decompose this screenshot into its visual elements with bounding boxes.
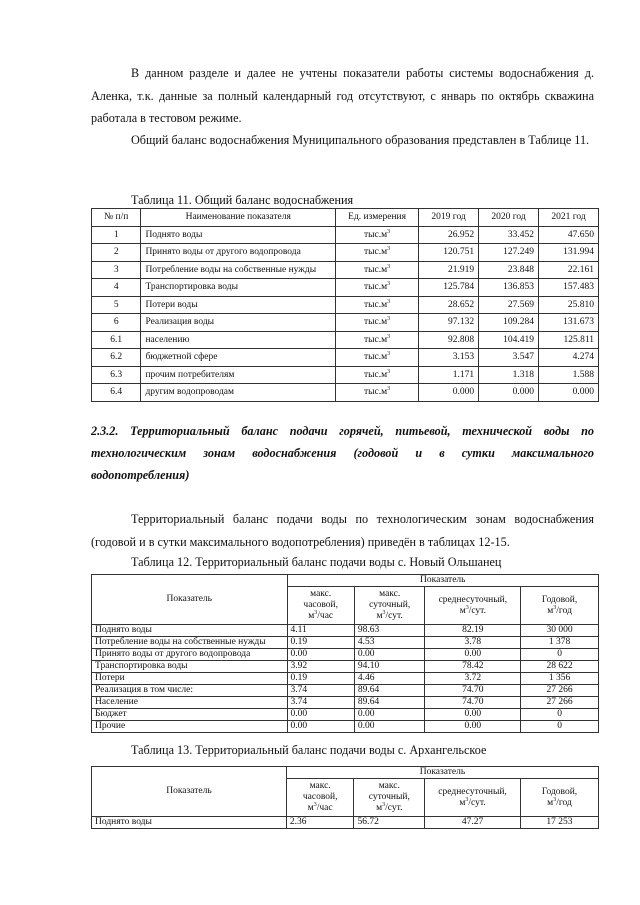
indicator-name: Поднято воды (141, 226, 336, 244)
unit-text: тыс.м (364, 387, 388, 398)
table-row (92, 817, 599, 829)
unit-cell (336, 366, 419, 384)
section-heading-main: 2.3.2. Территориальный баланс подачи горячей, питьевой, технической воды по технологическим зонам водоснабжения (годовой и в сутки максимального (91, 424, 594, 460)
max-hourly-value: 3.74 (287, 697, 354, 709)
max-daily-value: 89.64 (354, 697, 425, 709)
column-header: Наименование показателя (141, 209, 336, 227)
max-daily-value: 4.46 (354, 673, 425, 685)
annual-unit-suffix: /год (556, 797, 572, 808)
table-row (92, 625, 599, 637)
indicator-name: Потери (92, 673, 288, 685)
indicator-name: Реализация воды (141, 314, 336, 332)
hourly-unit-suffix: /час (316, 803, 333, 813)
table-header-row (92, 575, 599, 587)
indicator-name: Потребление воды на собственные нужды (92, 637, 288, 649)
value-2019: 120.751 (419, 244, 479, 262)
max-hourly-value: 0.00 (287, 721, 354, 733)
value-2020: 109.284 (479, 314, 539, 332)
indicator-name: Транспортировка воды (141, 279, 336, 297)
indicator-name: бюджетной сфере (141, 349, 336, 367)
unit-superscript: 3 (387, 351, 391, 358)
value-2020: 0.000 (479, 384, 539, 402)
avg-unit-superscript: 3 (465, 604, 469, 611)
unit-text: тыс.м (364, 229, 388, 240)
daily-header-line: макс. (378, 781, 400, 791)
annual-value: 30 000 (521, 625, 599, 637)
unit-superscript: 3 (387, 298, 391, 305)
annual-header (520, 779, 598, 817)
value-2019: 3.153 (419, 349, 479, 367)
hourly-header-line: часовой, (303, 600, 339, 610)
section-heading-last: водопотребления) (91, 468, 190, 482)
annual-header-line: Годовой, (541, 594, 578, 605)
unit-superscript: 3 (387, 263, 391, 270)
avg-header (425, 587, 521, 625)
max-hourly-value: 0.19 (287, 673, 354, 685)
table-13-caption: Таблица 13. Территориальный баланс подачи воды с. Архангельское (131, 743, 487, 757)
indicator-name: Прочие (92, 721, 288, 733)
annual-value: 0 (521, 709, 599, 721)
value-2020: 104.419 (479, 331, 539, 349)
daily-unit-suffix: /сут. (385, 803, 403, 813)
section-paragraph: Территориальный баланс подачи воды по технологическим зонам водоснабжения (годовой и в сутки максимального водопотребления) приведён в таблицах 12-15. (91, 512, 594, 549)
annual-value: 27 266 (521, 697, 599, 709)
row-number: 6.4 (92, 384, 141, 402)
hourly-unit-superscript: 3 (313, 801, 317, 808)
row-number: 6.2 (92, 349, 141, 367)
avg-header-line: среднесуточный, (438, 594, 508, 605)
hourly-header-line: макс. (310, 589, 332, 599)
max-daily-value: 4.53 (354, 637, 425, 649)
hourly-header (286, 779, 354, 817)
unit-cell (336, 349, 419, 367)
table-body (92, 817, 599, 829)
unit-text: тыс.м (364, 334, 388, 345)
row-number: 1 (92, 226, 141, 244)
table-row (92, 366, 599, 384)
table-row (92, 226, 599, 244)
unit-cell (336, 226, 419, 244)
unit-text: тыс.м (364, 317, 388, 328)
table-row (92, 349, 599, 367)
indicator-name: Население (92, 697, 288, 709)
annual-unit-base: м (547, 605, 554, 616)
unit-text: тыс.м (364, 369, 388, 380)
unit-superscript: 3 (387, 333, 391, 340)
table-row (92, 721, 599, 733)
table-body (92, 625, 599, 733)
indicator-name: Реализация в том числе: (92, 685, 288, 697)
max-daily-value: 98.63 (354, 625, 425, 637)
value-2021: 125.811 (539, 331, 599, 349)
avg-unit-suffix: /сут. (468, 605, 486, 616)
daily-header-line: суточный, (369, 600, 411, 610)
average-daily-value: 0.00 (425, 649, 521, 661)
daily-unit-base: м (376, 611, 383, 621)
value-2019: 0.000 (419, 384, 479, 402)
unit-superscript: 3 (387, 386, 391, 393)
avg-header-line: среднесуточный, (438, 786, 507, 797)
row-number: 6.1 (92, 331, 141, 349)
unit-cell (336, 384, 419, 402)
table-row (92, 244, 599, 262)
indicator-name: Бюджет (92, 709, 288, 721)
average-daily-value: 74.70 (425, 697, 521, 709)
column-header: 2019 год (419, 209, 479, 227)
max-daily-value: 89.64 (354, 685, 425, 697)
value-2019: 26.952 (419, 226, 479, 244)
daily-header-line: суточный, (368, 792, 410, 802)
value-2020: 23.848 (479, 261, 539, 279)
table-12-caption: Таблица 12. Территориальный баланс подачи воды с. Новый Ольшанец (131, 555, 502, 569)
average-daily-value: 0.00 (425, 709, 521, 721)
table-header-row (92, 767, 599, 779)
unit-superscript: 3 (387, 281, 391, 288)
daily-unit-base: м (376, 803, 383, 813)
table-11-caption: Таблица 11. Общий баланс водоснабжения (131, 193, 354, 207)
value-2019: 97.132 (419, 314, 479, 332)
avg-unit-suffix: /сут. (468, 797, 486, 808)
daily-header (354, 587, 425, 625)
hourly-unit-superscript: 3 (314, 609, 318, 616)
hourly-header-line: часовой, (302, 792, 338, 802)
table-row (92, 331, 599, 349)
hourly-unit-base: м (308, 611, 315, 621)
table-12 (91, 574, 599, 733)
table-row (92, 673, 599, 685)
max-hourly-value: 0.00 (287, 649, 354, 661)
annual-value: 28 622 (521, 661, 599, 673)
column-header: № п/п (92, 209, 141, 227)
value-2020: 1.318 (479, 366, 539, 384)
table-row (92, 697, 599, 709)
hourly-header (287, 587, 354, 625)
annual-value: 0 (521, 721, 599, 733)
value-2021: 22.161 (539, 261, 599, 279)
table-head (92, 767, 599, 817)
unit-text: тыс.м (364, 352, 388, 363)
table-row (92, 279, 599, 297)
value-2021: 1.588 (539, 366, 599, 384)
average-daily-value: 78.42 (425, 661, 521, 673)
value-2021: 131.994 (539, 244, 599, 262)
intro-paragraph: В данном разделе и далее не учтены показатели работы системы водоснабжения д. Аленка, т.к. данные за полный календарный год отсутствуют, с январь по октябрь скважина работала в тестовом режиме. (91, 66, 594, 125)
indicator-name: Поднято воды (92, 817, 287, 829)
annual-unit-superscript: 3 (553, 604, 557, 611)
avg-unit-base: м (459, 605, 466, 616)
value-2020: 27.569 (479, 296, 539, 314)
value-2019: 1.171 (419, 366, 479, 384)
unit-superscript: 3 (387, 228, 391, 235)
value-2021: 0.000 (539, 384, 599, 402)
row-number: 4 (92, 279, 141, 297)
max-daily-value: 0.00 (354, 649, 425, 661)
unit-cell (336, 296, 419, 314)
max-hourly-value: 4.11 (287, 625, 354, 637)
unit-superscript: 3 (387, 316, 391, 323)
indicator-name: Транспортировка воды (92, 661, 288, 673)
indicator-name: другим водопроводам (141, 384, 336, 402)
table-head (92, 575, 599, 625)
annual-unit-suffix: /год (556, 605, 572, 616)
value-2019: 92.808 (419, 331, 479, 349)
table-row (92, 685, 599, 697)
average-daily-value: 74.70 (425, 685, 521, 697)
unit-cell (336, 314, 419, 332)
indicator-name: Потери воды (141, 296, 336, 314)
indicator-header: Показатель (92, 767, 287, 817)
hourly-unit-suffix: /час (317, 611, 334, 621)
hourly-unit-base: м (307, 803, 314, 813)
table-row (92, 314, 599, 332)
group-header: Показатель (287, 575, 598, 587)
hourly-header-line: макс. (309, 781, 331, 791)
annual-value: 27 266 (521, 685, 599, 697)
unit-cell (336, 261, 419, 279)
table-row (92, 637, 599, 649)
unit-cell (336, 244, 419, 262)
avg-header (425, 779, 521, 817)
max-hourly-value: 0.00 (287, 709, 354, 721)
unit-text: тыс.м (364, 247, 388, 258)
row-number: 5 (92, 296, 141, 314)
table-row (92, 649, 599, 661)
indicator-name: Потребление воды на собственные нужды (141, 261, 336, 279)
annual-value: 1 378 (521, 637, 599, 649)
unit-text: тыс.м (364, 299, 388, 310)
value-2020: 136.853 (479, 279, 539, 297)
unit-superscript: 3 (387, 246, 391, 253)
max-hourly-value: 3.74 (287, 685, 354, 697)
avg-unit-base: м (459, 797, 466, 808)
row-number: 6.3 (92, 366, 141, 384)
daily-unit-superscript: 3 (382, 609, 386, 616)
indicator-name: прочим потребителям (141, 366, 336, 384)
annual-header (521, 587, 599, 625)
max-hourly-value: 3.92 (287, 661, 354, 673)
indicator-header: Показатель (92, 575, 288, 625)
value-2020: 33.452 (479, 226, 539, 244)
table-13 (91, 766, 599, 829)
max-hourly-value: 2.36 (286, 817, 354, 829)
column-header: 2021 год (539, 209, 599, 227)
average-daily-value: 3.72 (425, 673, 521, 685)
max-daily-value: 56.72 (354, 817, 425, 829)
table-row (92, 661, 599, 673)
annual-value: 1 356 (521, 673, 599, 685)
column-header: Ед. измерения (336, 209, 419, 227)
unit-cell (336, 331, 419, 349)
table-row (92, 384, 599, 402)
value-2019: 21.919 (419, 261, 479, 279)
avg-unit-superscript: 3 (465, 796, 469, 803)
max-daily-value: 0.00 (354, 709, 425, 721)
daily-unit-suffix: /сут. (385, 611, 403, 621)
indicator-name: населению (141, 331, 336, 349)
annual-value: 0 (521, 649, 599, 661)
unit-superscript: 3 (387, 368, 391, 375)
value-2021: 4.274 (539, 349, 599, 367)
average-daily-value: 0.00 (425, 721, 521, 733)
value-2021: 47.650 (539, 226, 599, 244)
indicator-name: Поднято воды (92, 625, 288, 637)
table-row (92, 261, 599, 279)
annual-value: 17 253 (520, 817, 598, 829)
unit-text: тыс.м (364, 282, 388, 293)
row-number: 3 (92, 261, 141, 279)
value-2021: 25.810 (539, 296, 599, 314)
annual-unit-base: м (547, 797, 554, 808)
indicator-name: Принято воды от другого водопровода (92, 649, 288, 661)
section-heading (91, 420, 594, 486)
daily-unit-superscript: 3 (382, 801, 386, 808)
annual-unit-superscript: 3 (553, 796, 557, 803)
average-daily-value: 3.78 (425, 637, 521, 649)
row-number: 6 (92, 314, 141, 332)
value-2021: 131.673 (539, 314, 599, 332)
average-daily-value: 47.27 (425, 817, 521, 829)
value-2020: 127.249 (479, 244, 539, 262)
group-header: Показатель (286, 767, 598, 779)
average-daily-value: 82.19 (425, 625, 521, 637)
table-11 (91, 208, 599, 402)
annual-header-line: Годовой, (541, 786, 578, 797)
unit-cell (336, 279, 419, 297)
row-number: 2 (92, 244, 141, 262)
max-hourly-value: 0.19 (287, 637, 354, 649)
table-header-row (92, 209, 599, 227)
indicator-name: Принято воды от другого водопровода (141, 244, 336, 262)
value-2019: 125.784 (419, 279, 479, 297)
max-daily-value: 0.00 (354, 721, 425, 733)
table-row (92, 709, 599, 721)
value-2019: 28.652 (419, 296, 479, 314)
column-header: 2020 год (479, 209, 539, 227)
unit-text: тыс.м (364, 264, 388, 275)
table-row (92, 296, 599, 314)
value-2021: 157.483 (539, 279, 599, 297)
daily-header-line: макс. (379, 589, 401, 599)
daily-header (354, 779, 425, 817)
intro-paragraph-2: Общий баланс водоснабжения Муниципального образования представлен в Таблице 11. (131, 133, 590, 147)
value-2020: 3.547 (479, 349, 539, 367)
max-daily-value: 94.10 (354, 661, 425, 673)
